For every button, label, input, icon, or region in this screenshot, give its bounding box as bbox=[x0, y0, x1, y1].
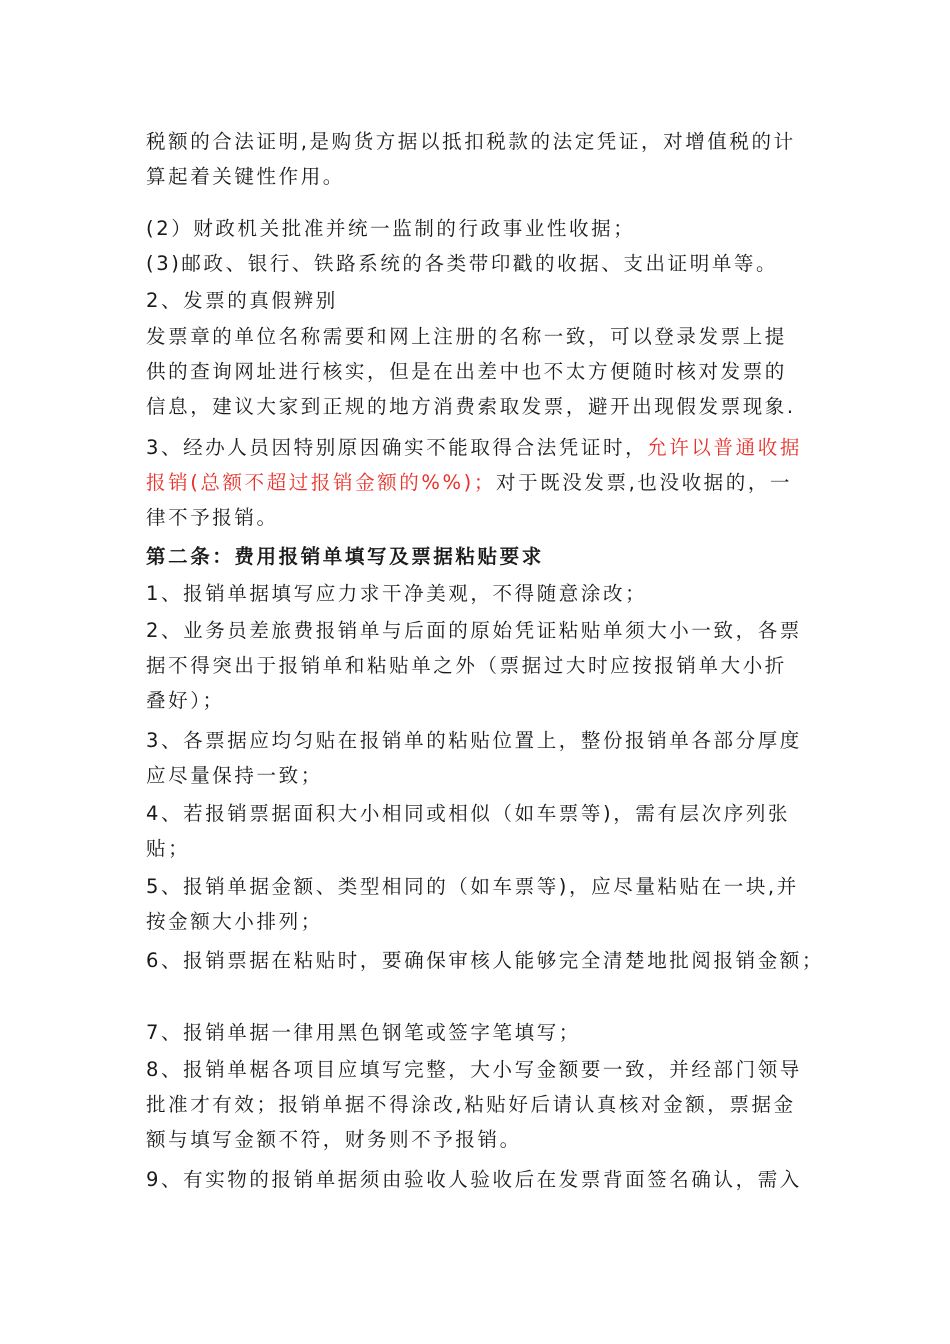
text-line: 应尽量保持一致； bbox=[146, 764, 323, 787]
text-line: (3)邮政、银行、铁路系统的各类带印戳的收据、支出证明单等。 bbox=[146, 252, 779, 275]
paragraph-rule-9 bbox=[146, 1162, 826, 1197]
text-plain: 3、经办人员因特别原因确实不能取得合法凭证时， bbox=[146, 436, 648, 459]
paragraph-rule-6 bbox=[146, 943, 826, 978]
paragraph-invoice-verification bbox=[146, 319, 826, 424]
text-line: 按金额大小排列； bbox=[146, 910, 323, 933]
paragraph-item-3 bbox=[146, 246, 826, 281]
paragraph-invoice-authenticity-heading bbox=[146, 283, 826, 318]
paragraph-rule-7 bbox=[146, 1015, 826, 1050]
text-line bbox=[146, 465, 826, 500]
text-line bbox=[146, 430, 826, 465]
paragraph-rule-8 bbox=[146, 1052, 826, 1157]
paragraph-tax-evidence bbox=[146, 124, 826, 194]
text-line: 税额的合法证明,是购货方据以抵扣税款的法定凭证，对增值税的计 bbox=[146, 130, 796, 153]
heading-text: 第二条：费用报销单填写及票据粘贴要求 bbox=[146, 545, 544, 568]
paragraph-rule-5 bbox=[146, 869, 826, 939]
text-line: 3、各票据应均匀贴在报销单的粘贴位置上，整份报销单各部分厚度 bbox=[146, 729, 802, 752]
text-line: 额与填写金额不符，财务则不予报销。 bbox=[146, 1128, 522, 1151]
paragraph-rule-3 bbox=[146, 723, 826, 793]
paragraph-special-reason bbox=[146, 430, 826, 535]
highlight-text: 报销(总额不超过报销金额的%%)； bbox=[146, 471, 496, 494]
text-line: 8、报销单椐各项目应填写完整，大小写金额要一致，并经部门领导 bbox=[146, 1058, 802, 1081]
text-line: 律不予报销。 bbox=[146, 506, 279, 529]
text-line: 贴； bbox=[146, 837, 191, 860]
paragraph-rule-1 bbox=[146, 576, 826, 611]
text-line: 5、报销单据金额、类型相同的（如车票等)，应尽量粘贴在一块,并 bbox=[146, 875, 799, 898]
paragraph-item-2 bbox=[146, 211, 826, 246]
highlight-text: 允许以普通收据 bbox=[647, 436, 802, 459]
text-line: 6、报销票据在粘贴时，要确保审核人能够完全清楚地批阅报销金额； bbox=[146, 949, 825, 972]
paragraph-rule-2 bbox=[146, 613, 826, 718]
text-line: 供的查询网址进行核实，但是在出差中也不太方便随时核对发票的 bbox=[146, 360, 787, 383]
text-line: 信息，建议大家到正规的地方消费索取发票，避开出现假发票现象. bbox=[146, 395, 796, 418]
text-line: 发票章的单位名称需要和网上注册的名称一致，可以登录发票上提 bbox=[146, 325, 787, 348]
text-line: 叠好）； bbox=[146, 689, 225, 712]
text-line: 9、有实物的报销单据须由验收人验收后在发票背面签名确认，需入 bbox=[146, 1168, 802, 1191]
text-line: 7、报销单据一律用黑色钢笔或签字笔填写； bbox=[146, 1021, 581, 1044]
text-line: 2、业务员差旅费报销单与后面的原始凭证粘贴单须大小一致，各票 bbox=[146, 619, 802, 642]
text-line: 算起着关键性作用。 bbox=[146, 165, 345, 188]
paragraph-rule-4 bbox=[146, 796, 826, 866]
text-line: 1、报销单据填写应力求干净美观，不得随意涂改； bbox=[146, 582, 648, 605]
text-line: (2）财政机关批准并统一监制的行政事业性收据； bbox=[146, 217, 636, 240]
text-line: 据不得突出于报销单和粘贴单之外（票据过大时应按报销单大小折 bbox=[146, 654, 787, 677]
text-plain: 对于既没发票,也没收据的，一 bbox=[495, 471, 793, 494]
text-line: 4、若报销票据面积大小相同或相似（如车票等)，需有层次序列张 bbox=[146, 802, 791, 825]
text-line: 批准才有效；报销单据不得涂改,粘贴好后请认真核对金额，票据金 bbox=[146, 1093, 796, 1116]
section-heading-article-2 bbox=[146, 539, 826, 574]
text-line: 2、发票的真假辨别 bbox=[146, 289, 338, 312]
